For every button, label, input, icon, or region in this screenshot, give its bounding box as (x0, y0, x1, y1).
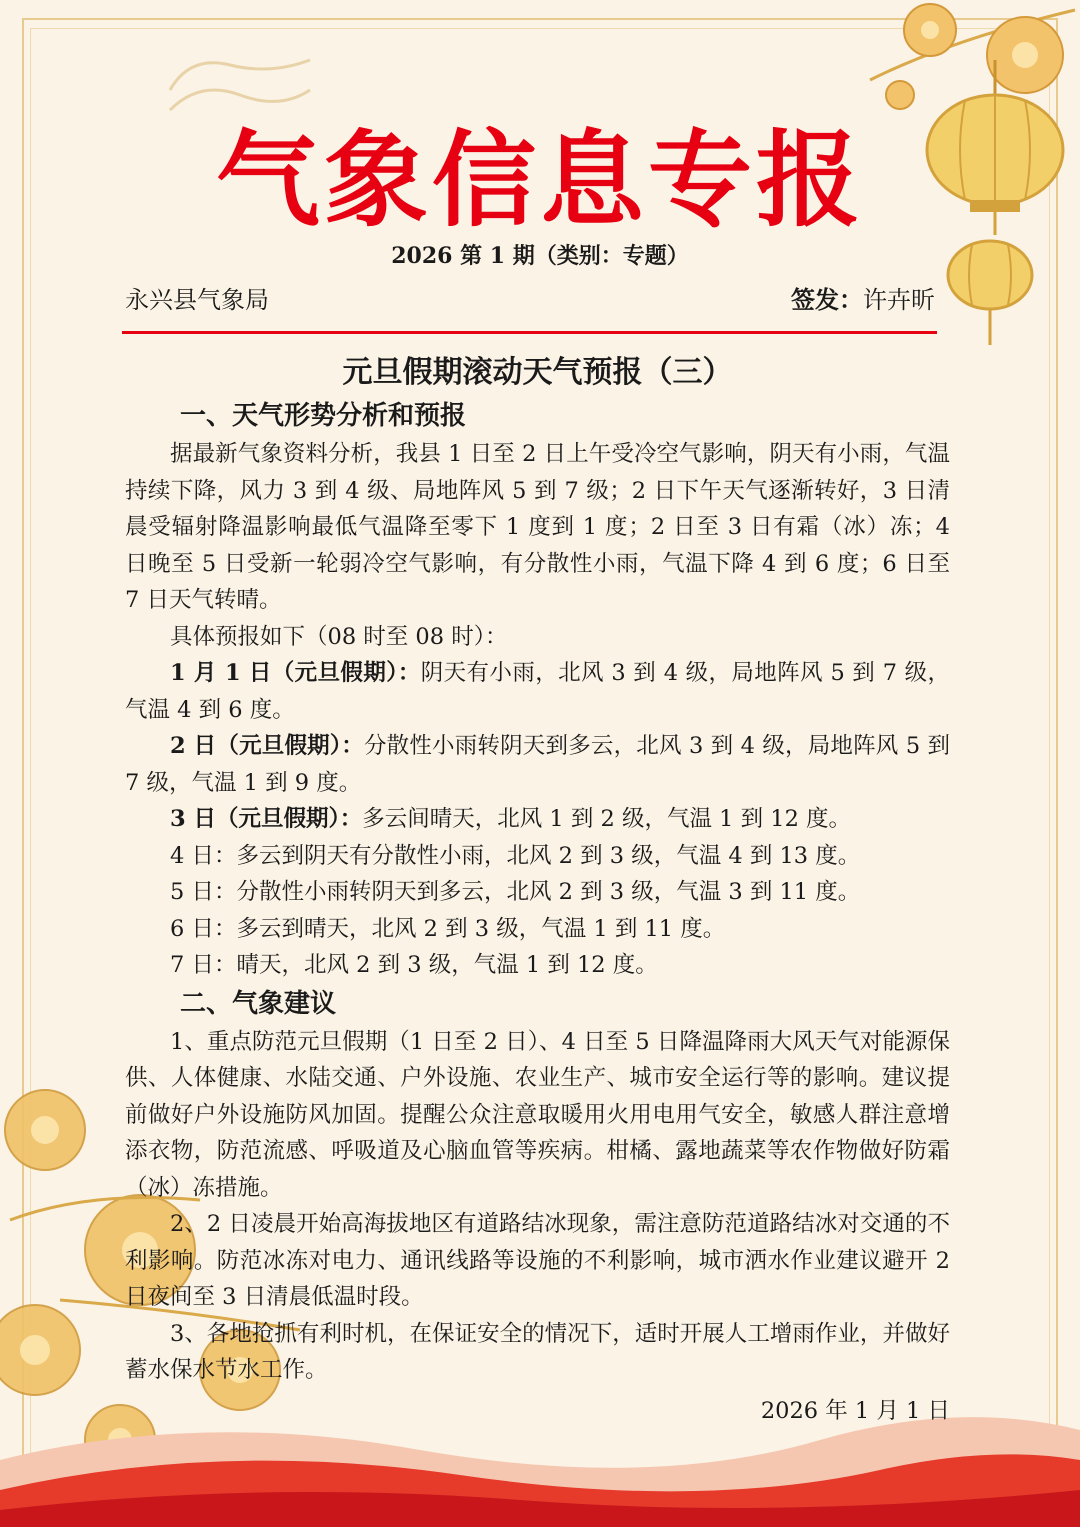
masthead-title: 气象信息专报 (215, 119, 864, 241)
forecast-day-text: 分散性小雨转阴天到多云，北风 2 到 3 级，气温 3 到 11 度。 (236, 879, 861, 905)
forecast-day-text: 多云到晴天，北风 2 到 3 级，气温 1 到 11 度。 (236, 915, 726, 942)
signer (791, 283, 935, 317)
swirl-ornament (160, 50, 320, 130)
signer-label: 签发： (791, 285, 863, 314)
forecast-day (125, 947, 950, 984)
forecast-day-label: 5 日： (170, 879, 237, 905)
forecast-intro: 具体预报如下（08 时至 08 时）： (170, 623, 508, 650)
forecast-day (125, 911, 950, 948)
forecast-day-text: 多云间晴天，北风 1 到 2 级，气温 1 到 12 度。 (362, 806, 852, 832)
forecast-day (125, 655, 950, 728)
advice-item: 1、重点防范元旦假期（1 日至 2 日）、4 日至 5 日降温降雨大风天气对能源保供、人体健康、水陆交通、户外设施、农业生产、城市安全运行等的影响。建议提前做好户外设施防风加固。提醒公众注意取暖用火用电用气安全，敏感人群注意增添衣物，防范流感、呼吸道及心脑血管等疾病。柑橘、露地蔬菜等农作物做好防霜（冰）冻措施。 (125, 1028, 950, 1201)
forecast-day-label: 3 日（元旦假期）： (170, 806, 363, 832)
section-heading-forecast: 一、天气形势分析和预报 (180, 401, 467, 431)
advice-item: 3、各地抢抓有利时机，在保证安全的情况下，适时开展人工增雨作业，并做好蓄水保水节水工作。 (125, 1320, 950, 1383)
advice-item: 2、2 日凌晨开始高海拔地区有道路结冰现象，需注意防范道路结冰对交通的不利影响。防范冰冻对电力、通讯线路等设施的不利影响，城市洒水作业建议避开 2 日夜间至 3 日清晨低温时段。 (125, 1211, 950, 1310)
section-heading-advice: 二、气象建议 (180, 988, 337, 1019)
forecast-day-label: 4 日： (170, 842, 237, 869)
issue-number: 2026 第 1 期（类别：专题） (391, 243, 689, 269)
forecast-day-text: 阴天有小雨，北风 3 到 4 级，局地阵风 5 到 7 级，气温 4 到 6 度。 (125, 660, 950, 723)
signer-name: 许卉昕 (863, 286, 935, 314)
document-body (125, 350, 950, 1429)
forecast-day-label: 2 日（元旦假期）： (170, 733, 364, 759)
forecast-day (125, 838, 950, 875)
forecast-summary: 据最新气象资料分析，我县 1 日至 2 日上午受冷空气影响，阴天有小雨，气温持续下降，风力 3 到 4 级、局地阵风 5 到 7 级；2 日下午天气逐渐转好，3 日清晨受辐射降温影响最低气温降至零下 1 度到 1 度；2 日至 3 日有霜（冰）冻；4 日晚至 5 日受新一轮弱冷空气影响，有分散性小雨，气温下降 4 到 6 度；6 日至 7 日天气转晴。 (125, 441, 950, 613)
issuer-name: 永兴县气象局 (125, 286, 269, 314)
forecast-day-label: 7 日： (170, 952, 237, 978)
forecast-day (125, 801, 950, 838)
document-title: 元旦假期滚动天气预报（三） (342, 355, 733, 390)
forecast-day-label: 6 日： (170, 915, 237, 942)
forecast-day (125, 728, 950, 801)
forecast-day-text: 分散性小雨转阴天到多云，北风 3 到 4 级，局地阵风 5 到 7 级，气温 1 到 9 度。 (125, 733, 950, 796)
issue-date: 2026 年 1 月 1 日 (760, 1397, 950, 1424)
forecast-day (125, 874, 950, 911)
header-divider (122, 331, 937, 334)
forecast-day-text: 晴天，北风 2 到 3 级，气温 1 到 12 度。 (236, 952, 658, 978)
forecast-day-text: 多云到阴天有分散性小雨，北风 2 到 3 级，气温 4 到 13 度。 (236, 842, 861, 869)
forecast-day-label: 1 月 1 日（元旦假期）： (170, 660, 421, 686)
